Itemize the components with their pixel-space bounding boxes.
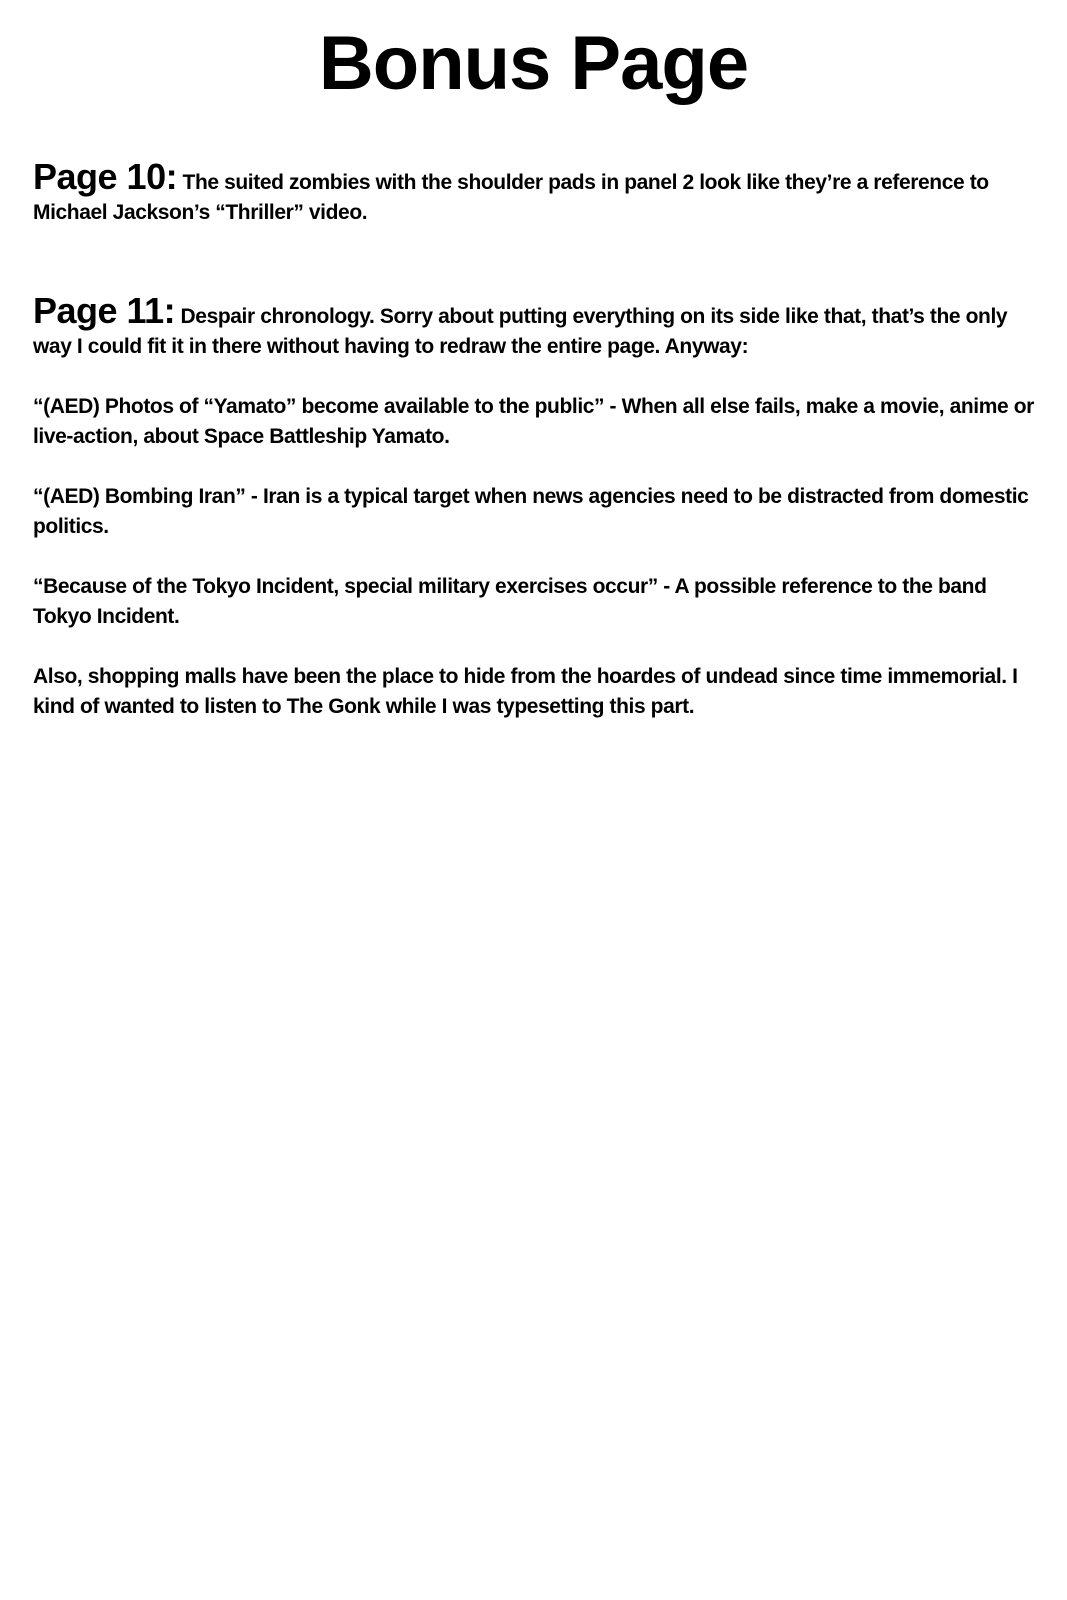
- spacer: [33, 632, 1043, 662]
- spacer: [33, 452, 1043, 482]
- note-item: “Because of the Tokyo Incident, special military exercises occur” - A possible reference to the band Tokyo Incident.: [33, 575, 987, 628]
- note-text: Despair chronology. Sorry about putting everything on its side like that, that’s the only way I could fit it in there without having to redraw the entire page. Anyway:: [33, 305, 1008, 358]
- spacer: [33, 362, 1043, 392]
- note-item: “(AED) Photos of “Yamato” become available to the public” - When all else fails, make a movie, anime or live-action, about Space Battleship Yamato.: [33, 395, 1034, 448]
- spacer: [33, 228, 1043, 296]
- spacer: [33, 542, 1043, 572]
- page-title: Bonus Page: [318, 21, 749, 106]
- note-item: Also, shopping malls have been the place to hide from the hoardes of undead since time immemorial. I kind of wanted to listen to The Gonk while I was typesetting this part.: [33, 665, 1018, 718]
- note-text: The suited zombies with the shoulder pads in panel 2 look like they’re a reference to Michael Jackson’s “Thriller” video.: [33, 171, 989, 224]
- note-label: Page 11:: [33, 290, 176, 331]
- note-item: “(AED) Bombing Iran” - Iran is a typical target when news agencies need to be distracted from domestic politics.: [33, 485, 1029, 538]
- notes-body: [33, 156, 1043, 722]
- note-label: Page 10:: [33, 156, 178, 197]
- note-page-10: [33, 156, 1043, 228]
- note-page-11: [33, 290, 1043, 362]
